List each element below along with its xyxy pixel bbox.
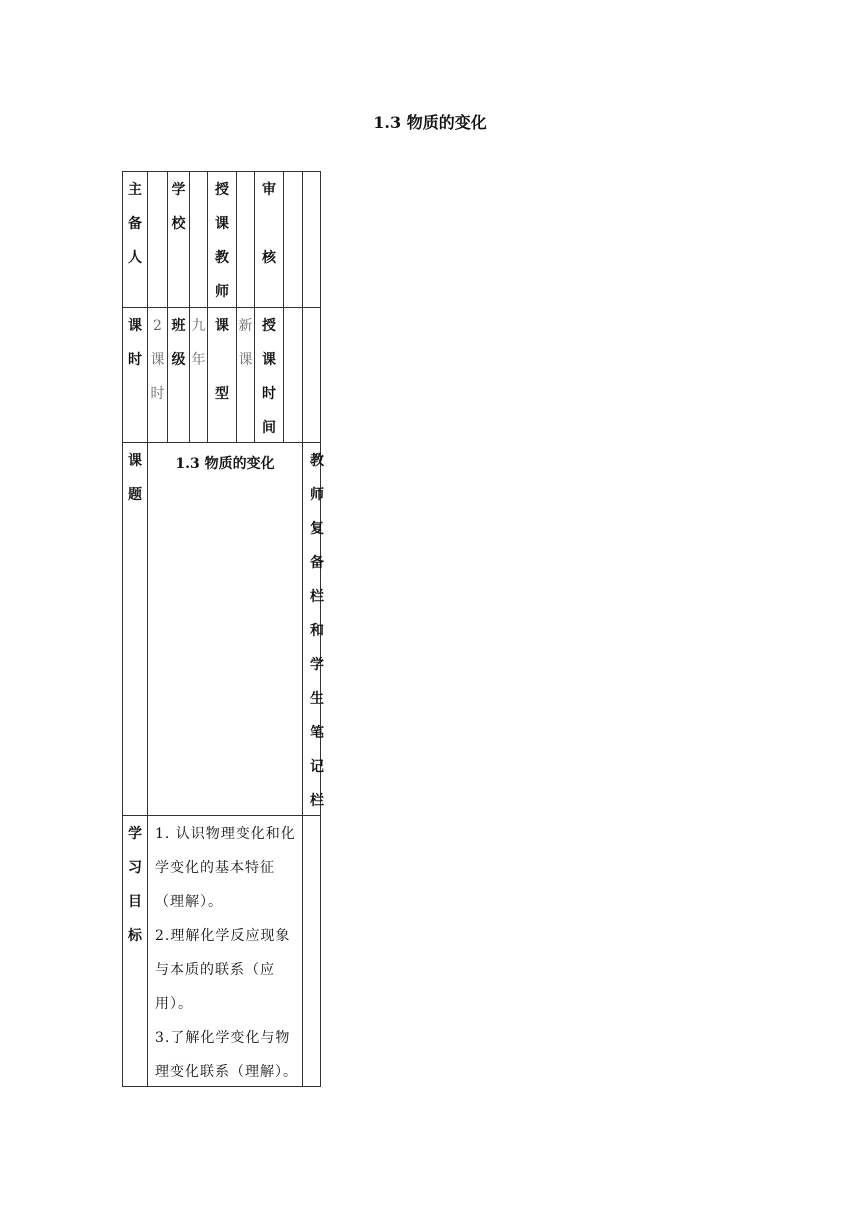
- objectives-label: 学 习 目 标: [128, 826, 142, 944]
- document-title: 1.3 物质的变化: [373, 113, 487, 132]
- row1-divider: [189, 171, 190, 307]
- class-value: 九 年: [191, 318, 206, 368]
- table-border-top: [122, 171, 320, 172]
- row-divider-2: [122, 442, 320, 443]
- objectives-text: 1. 认识物理变化和化 学变化的基本特征 （理解）。 2.理解化学反应现象 与本质的联系（应 用）。 3.了解化学变化与物 理变化联系（理解）。: [155, 826, 298, 1080]
- row1-divider: [236, 171, 237, 307]
- row-divider-3: [122, 815, 320, 816]
- row2-divider: [302, 307, 303, 442]
- teaching-time-label: 授 课 时 间: [262, 318, 276, 436]
- teacher-label: 授 课 教 师: [215, 182, 229, 300]
- topic-value: 1.3 物质的变化: [175, 456, 275, 472]
- school-label: 学 校: [171, 182, 186, 232]
- topic-label: 课 题: [128, 453, 142, 503]
- class-hours-label: 课 时: [128, 318, 142, 368]
- notes-column-label: 教 师 复 备 栏 和 学 生 笔 记 栏: [310, 453, 324, 809]
- class-hours-value: 2 课 时: [150, 318, 165, 402]
- lesson-type-label: 课 型: [215, 318, 229, 402]
- row4-divider: [302, 815, 303, 1086]
- main-preparer-label: 主 备 人: [128, 182, 142, 266]
- lesson-type-value: 新 课: [238, 318, 253, 368]
- row1-divider: [302, 171, 303, 307]
- review-label: 审 核: [262, 182, 276, 266]
- class-label: 班 级: [171, 318, 186, 368]
- row1-divider: [283, 171, 284, 307]
- row2-divider: [283, 307, 284, 442]
